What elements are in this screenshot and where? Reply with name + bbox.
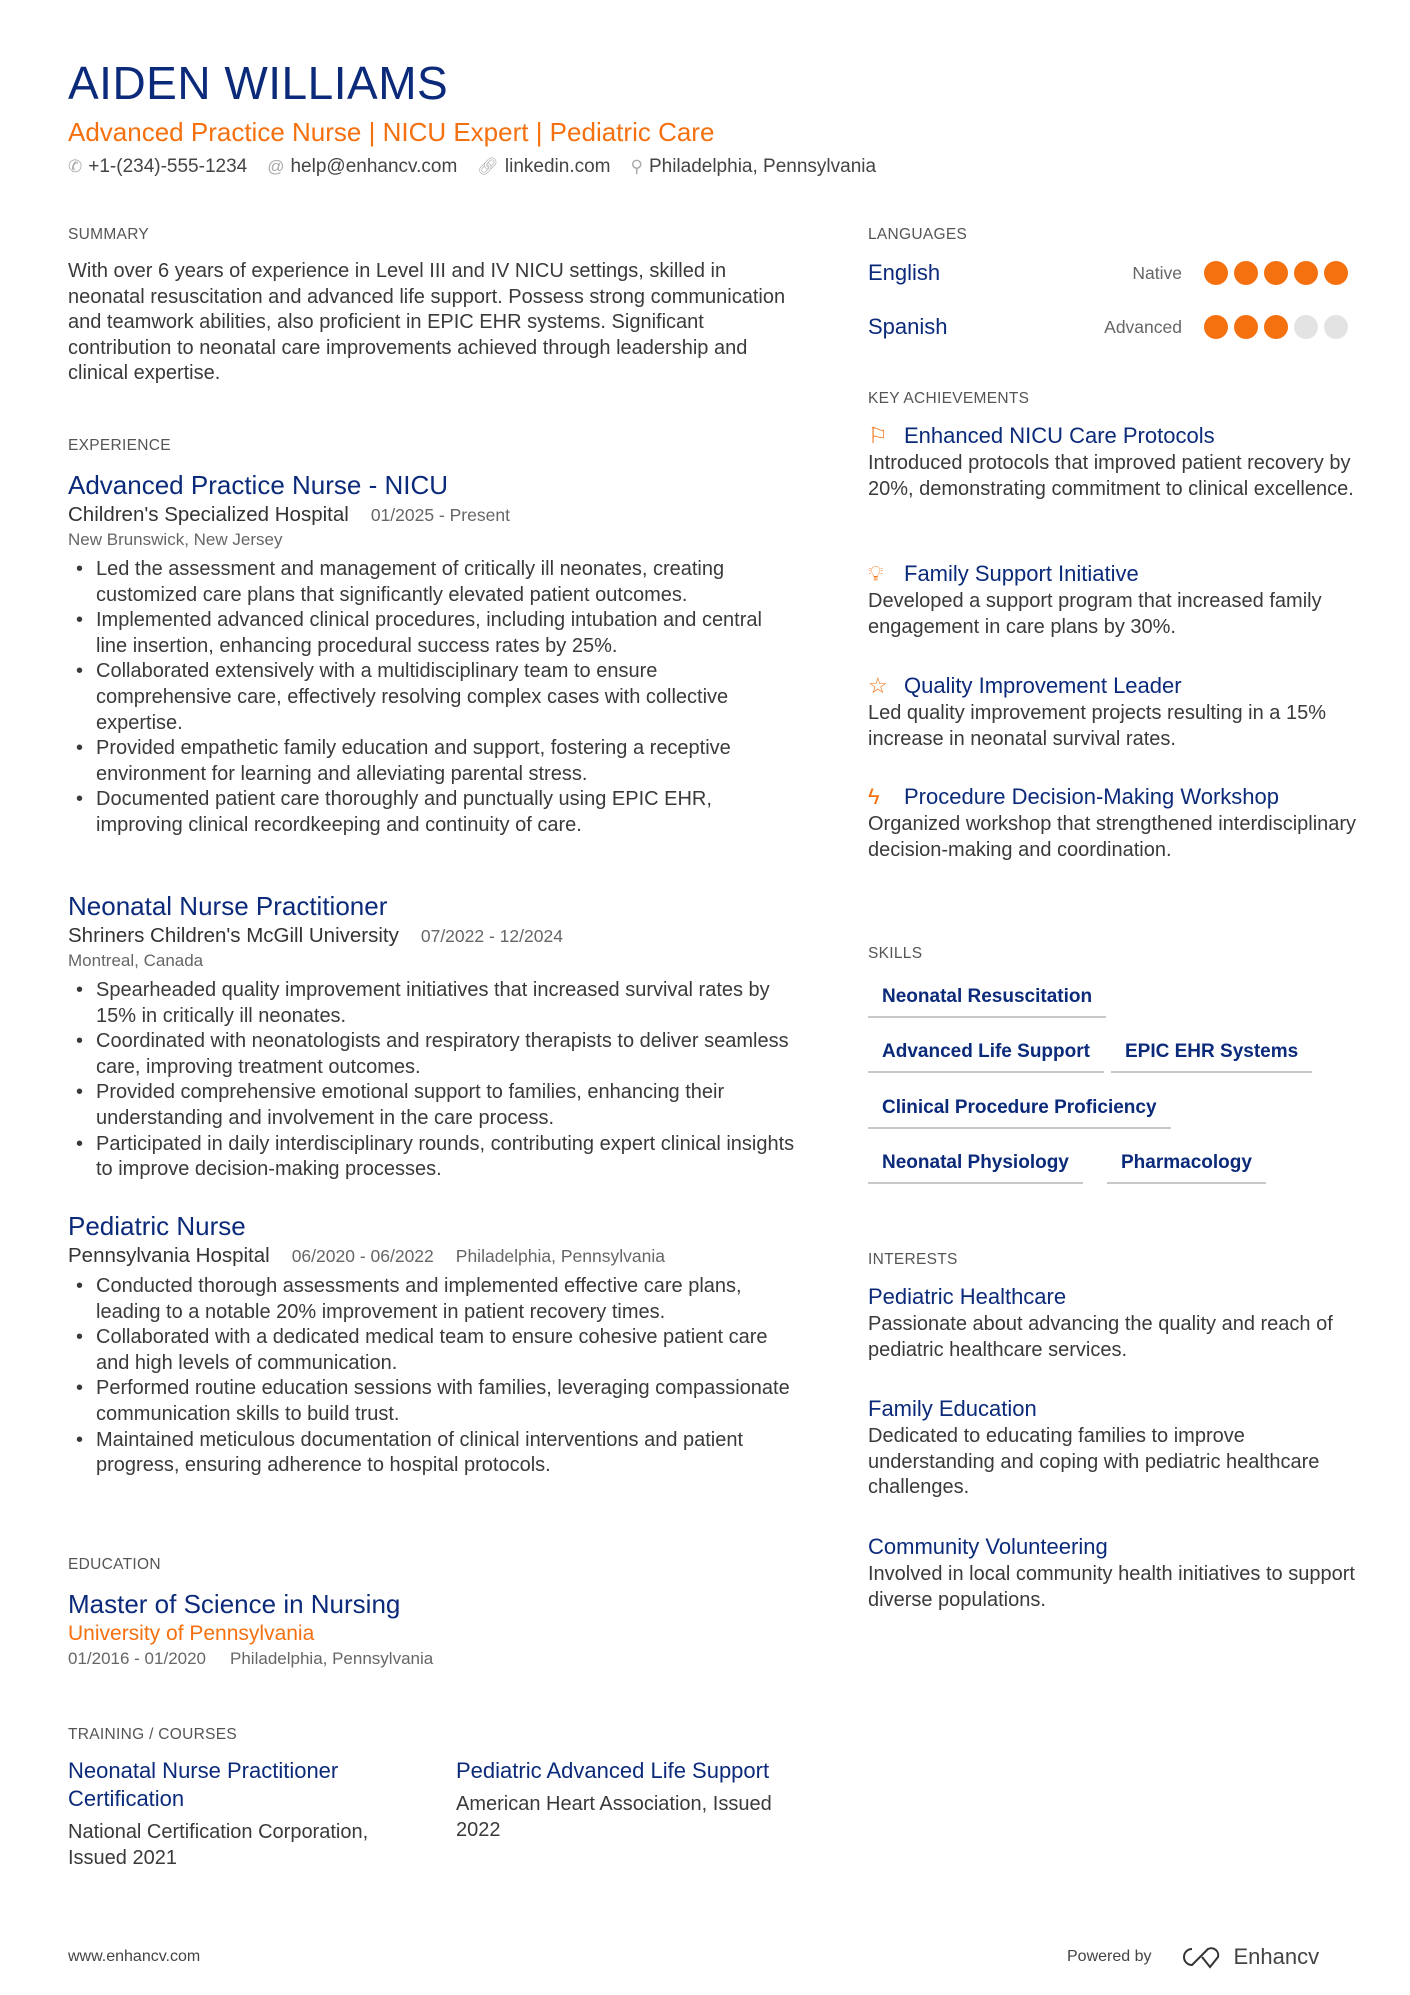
star-icon: ☆ bbox=[868, 673, 888, 698]
job-bullet: • Maintained meticulous documentation of clinical interventions and patient progress, ensuring adherence to hospital protocols. bbox=[68, 1428, 798, 1479]
achievement-title: Procedure Decision-Making Workshop bbox=[904, 784, 1279, 809]
language-row bbox=[868, 258, 1348, 288]
rating-dot-empty bbox=[1324, 315, 1348, 339]
language-name: English bbox=[868, 260, 941, 285]
training-heading: TRAINING / COURSES bbox=[68, 1726, 238, 1743]
rating-dot-empty bbox=[1294, 315, 1318, 339]
job-bullet: • Performed routine education sessions with families, leveraging compassionate communication skills to build trust. bbox=[68, 1376, 798, 1427]
job-bullet: • Provided empathetic family education and support, fostering a receptive environment for learning and alleviating parental stress. bbox=[68, 736, 798, 787]
achievement-item bbox=[868, 421, 1358, 502]
interest-item bbox=[868, 1394, 1358, 1501]
interest-title: Community Volunteering bbox=[868, 1534, 1108, 1559]
job-location: New Brunswick, New Jersey bbox=[68, 530, 283, 549]
job-location: Philadelphia, Pennsylvania bbox=[455, 1246, 665, 1266]
job-bullet: • Implemented advanced clinical procedures, including intubation and central line insertion, enhancing procedural success rates by 25%. bbox=[68, 608, 798, 659]
job-bullet: • Participated in daily interdisciplinary rounds, contributing expert clinical insights to improve decision-making processes. bbox=[68, 1132, 798, 1183]
training-item bbox=[456, 1757, 796, 1843]
rating-dot bbox=[1294, 261, 1318, 285]
edu-location: Philadelphia, Pennsylvania bbox=[230, 1649, 434, 1668]
phone: +1-(234)-555-1234 bbox=[88, 156, 248, 177]
rating-dot bbox=[1264, 315, 1288, 339]
skill-tag: Pharmacology bbox=[1107, 1152, 1266, 1184]
achievement-desc: Led quality improvement projects resulting in a 15% increase in neonatal survival rates. bbox=[868, 702, 1327, 750]
job-title: Pediatric Nurse bbox=[68, 1211, 246, 1241]
achievement-item bbox=[868, 559, 1358, 640]
job-bullet: • Coordinated with neonatologists and respiratory therapists to deliver seamless care, improving treatment outcomes. bbox=[68, 1029, 798, 1080]
powered-by: Powered by bbox=[1067, 1948, 1152, 1965]
footer-branding bbox=[1067, 1944, 1319, 1970]
candidate-name: AIDEN WILLIAMS bbox=[68, 57, 449, 109]
job-bullet: • Spearheaded quality improvement initiatives that increased survival rates by 15% in critically ill neonates. bbox=[68, 978, 798, 1029]
bolt-icon: ϟ bbox=[868, 784, 880, 809]
language-row bbox=[868, 312, 1348, 342]
candidate-title: Advanced Practice Nurse | NICU Expert | Pediatric Care bbox=[68, 117, 715, 147]
summary-heading: SUMMARY bbox=[68, 226, 150, 243]
footer-website[interactable]: www.enhancv.com bbox=[68, 1948, 201, 1965]
email[interactable]: help@enhancv.com bbox=[290, 156, 458, 177]
rating-dot bbox=[1234, 315, 1258, 339]
enhancv-logo-icon bbox=[1178, 1945, 1224, 1969]
lightbulb-icon: 💡︎ bbox=[868, 561, 884, 586]
brand-name: Enhancv bbox=[1233, 1944, 1320, 1969]
skill-tag: Advanced Life Support bbox=[868, 1041, 1104, 1073]
link-icon: 🔗︎ bbox=[477, 157, 499, 176]
rating-dot bbox=[1234, 261, 1258, 285]
achievement-title: Quality Improvement Leader bbox=[904, 673, 1182, 698]
training-title: Neonatal Nurse Practitioner Certification bbox=[68, 1758, 339, 1811]
language-name: Spanish bbox=[868, 314, 948, 339]
interest-item bbox=[868, 1282, 1358, 1363]
skill-tag: Neonatal Physiology bbox=[868, 1152, 1083, 1184]
training-title: Pediatric Advanced Life Support bbox=[456, 1758, 770, 1783]
skills-heading: SKILLS bbox=[868, 945, 923, 962]
email-icon: @ bbox=[267, 157, 285, 176]
location-icon: ⚲ bbox=[630, 157, 643, 176]
interest-desc: Passionate about advancing the quality and reach of pediatric healthcare services. bbox=[868, 1313, 1333, 1361]
interest-title: Family Education bbox=[868, 1396, 1037, 1421]
job-bullet: • Documented patient care thoroughly and punctually using EPIC EHR, improving clinical recordkeeping and continuity of care. bbox=[68, 787, 798, 838]
interest-desc: Dedicated to educating families to improve understanding and coping with pediatric healthcare challenges. bbox=[868, 1425, 1320, 1499]
location: Philadelphia, Pennsylvania bbox=[648, 156, 877, 177]
training-item bbox=[68, 1757, 408, 1871]
skill-tag: Clinical Procedure Proficiency bbox=[868, 1097, 1171, 1129]
company: Children's Specialized Hospital bbox=[68, 503, 349, 526]
education-heading: EDUCATION bbox=[68, 1556, 161, 1573]
job-title: Neonatal Nurse Practitioner bbox=[68, 891, 388, 921]
training-desc: National Certification Corporation, Issued 2021 bbox=[68, 1821, 369, 1869]
rating-dot bbox=[1324, 261, 1348, 285]
job-location: Montreal, Canada bbox=[68, 951, 204, 970]
job-title: Advanced Practice Nurse - NICU bbox=[68, 470, 449, 500]
summary-text: With over 6 years of experience in Level III and IV NICU settings, skilled in neonatal resuscitation and advanced life support. Possess strong communication and teamwork abilities, also proficient in EPIC EHR systems. Significant contribution to neonatal care improvements achieved through leadership and clinical expertise. bbox=[68, 260, 786, 385]
skill-tag: EPIC EHR Systems bbox=[1111, 1041, 1312, 1073]
interests-heading: INTERESTS bbox=[868, 1251, 958, 1268]
achievement-desc: Organized workshop that strengthened interdisciplinary decision-making and coordination. bbox=[868, 813, 1357, 861]
rating-dot bbox=[1264, 261, 1288, 285]
job-bullet: • Led the assessment and management of critically ill neonates, creating customized care plans that significantly elevated patient outcomes. bbox=[68, 557, 798, 608]
job-dates: 01/2025 - Present bbox=[370, 505, 510, 525]
linkedin[interactable]: linkedin.com bbox=[504, 156, 611, 177]
rating-dot bbox=[1204, 315, 1228, 339]
training-desc: American Heart Association, Issued 2022 bbox=[456, 1793, 772, 1841]
job-bullet: • Provided comprehensive emotional support to families, enhancing their understanding and involvement in the care process. bbox=[68, 1080, 798, 1131]
achievement-title: Enhanced NICU Care Protocols bbox=[904, 423, 1215, 448]
job-bullet: • Collaborated extensively with a multidisciplinary team to ensure comprehensive care, effectively resolving complex cases with collective expertise. bbox=[68, 659, 798, 736]
contact-bar bbox=[68, 156, 876, 178]
company: Pennsylvania Hospital bbox=[68, 1244, 270, 1267]
language-level: Native bbox=[1132, 262, 1182, 283]
job-dates: 07/2022 - 12/2024 bbox=[420, 926, 563, 946]
languages-heading: LANGUAGES bbox=[868, 226, 968, 243]
achievements-heading: KEY ACHIEVEMENTS bbox=[868, 390, 1030, 407]
job-bullet: • Collaborated with a dedicated medical team to ensure cohesive patient care and high levels of communication. bbox=[68, 1325, 798, 1376]
interest-desc: Involved in local community health initiatives to support diverse populations. bbox=[868, 1563, 1355, 1611]
flag-icon: ⚐ bbox=[868, 423, 888, 448]
job-bullet: • Conducted thorough assessments and implemented effective care plans, leading to a notable 20% improvement in patient recovery times. bbox=[68, 1274, 798, 1325]
achievement-desc: Developed a support program that increased family engagement in care plans by 30%. bbox=[868, 590, 1322, 638]
company: Shriners Children's McGill University bbox=[68, 924, 399, 947]
education-entry bbox=[68, 1588, 433, 1670]
interest-item bbox=[868, 1532, 1358, 1613]
achievement-item bbox=[868, 782, 1358, 863]
degree: Master of Science in Nursing bbox=[68, 1589, 401, 1619]
school: University of Pennsylvania bbox=[68, 1622, 315, 1645]
job-entry bbox=[68, 469, 798, 839]
job-entry bbox=[68, 890, 798, 1183]
experience-heading: EXPERIENCE bbox=[68, 437, 171, 454]
job-entry bbox=[68, 1210, 798, 1479]
job-dates: 06/2020 - 06/2022 bbox=[291, 1246, 434, 1266]
language-level: Advanced bbox=[1104, 316, 1182, 337]
phone-icon: ✆ bbox=[68, 157, 83, 176]
skill-tag: Neonatal Resuscitation bbox=[868, 986, 1106, 1018]
achievement-title: Family Support Initiative bbox=[904, 561, 1139, 586]
edu-dates: 01/2016 - 01/2020 bbox=[68, 1649, 207, 1668]
rating-dot bbox=[1204, 261, 1228, 285]
interest-title: Pediatric Healthcare bbox=[868, 1284, 1067, 1309]
achievement-item bbox=[868, 671, 1358, 752]
achievement-desc: Introduced protocols that improved patient recovery by 20%, demonstrating commitment to clinical excellence. bbox=[868, 452, 1354, 500]
